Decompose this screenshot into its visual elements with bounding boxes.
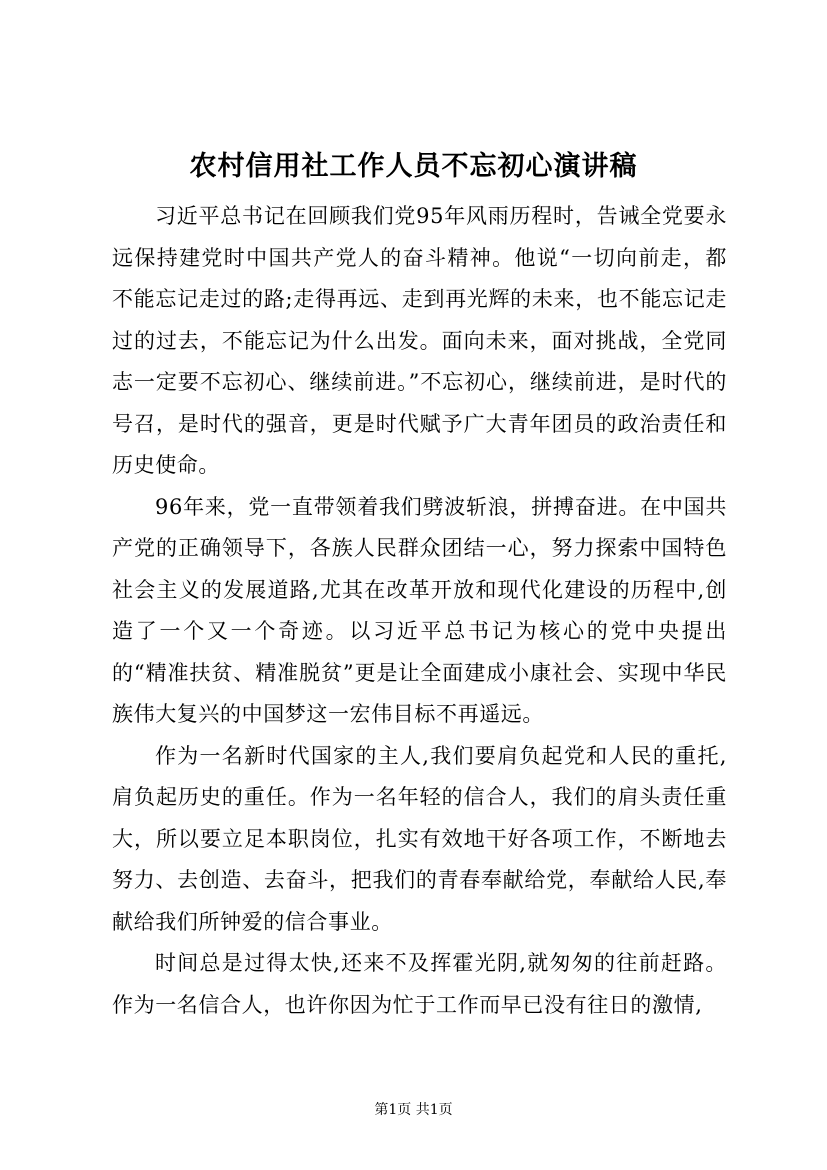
paragraph-3: 作为一名新时代国家的主人,我们要肩负起党和人民的重托,肩负起历史的重任。作为一名年轻的信合人，我们的肩头责任重大，所以要立足本职岗位，扎实有效地干好各项工作，不断地去努力、去创造、去奋斗，把我们的青春奉献给党，奉献给人民,奉献给我们所钟爱的信合事业。 [112,743,727,934]
document-body [112,196,727,1026]
paragraph-1: 习近平总书记在回顾我们党95年风雨历程时，告诫全党要永远保持建党时中国共产党人的奋斗精神。他说“一切向前走，都不能忘记走过的路;走得再远、走到再光辉的未来，也不能忘记走过的过去，不能忘记为什么出发。面向未来，面对挑战，全党同志一定要不忘初心、继续前进。”不忘初心，继续前进，是时代的号召，是时代的强音，更是时代赋予广大青年团员的政治责任和历史使命。 [112,204,727,477]
paragraph-2: 96年来，党一直带领着我们劈波斩浪，拼搏奋进。在中国共产党的正确领导下，各族人民群众团结一心，努力探索中国特色社会主义的发展道路,尤其在改革开放和现代化建设的历程中,创造了一个又一个奇迹。以习近平总书记为核心的党中央提出的“精准扶贫、精准脱贫”更是让全面建成小康社会、实现中华民族伟大复兴的中国梦这一宏伟目标不再遥远。 [112,494,727,726]
page-footer: 第1页 共1页 [374,1102,453,1118]
paragraph-4: 时间总是过得太快,还来不及挥霍光阴,就匆匆的往前赶路。作为一名信合人，也许你因为忙于工作而早已没有往日的激情, [112,951,727,1017]
document-title: 农村信用社工作人员不忘初心演讲稿 [189,151,638,182]
